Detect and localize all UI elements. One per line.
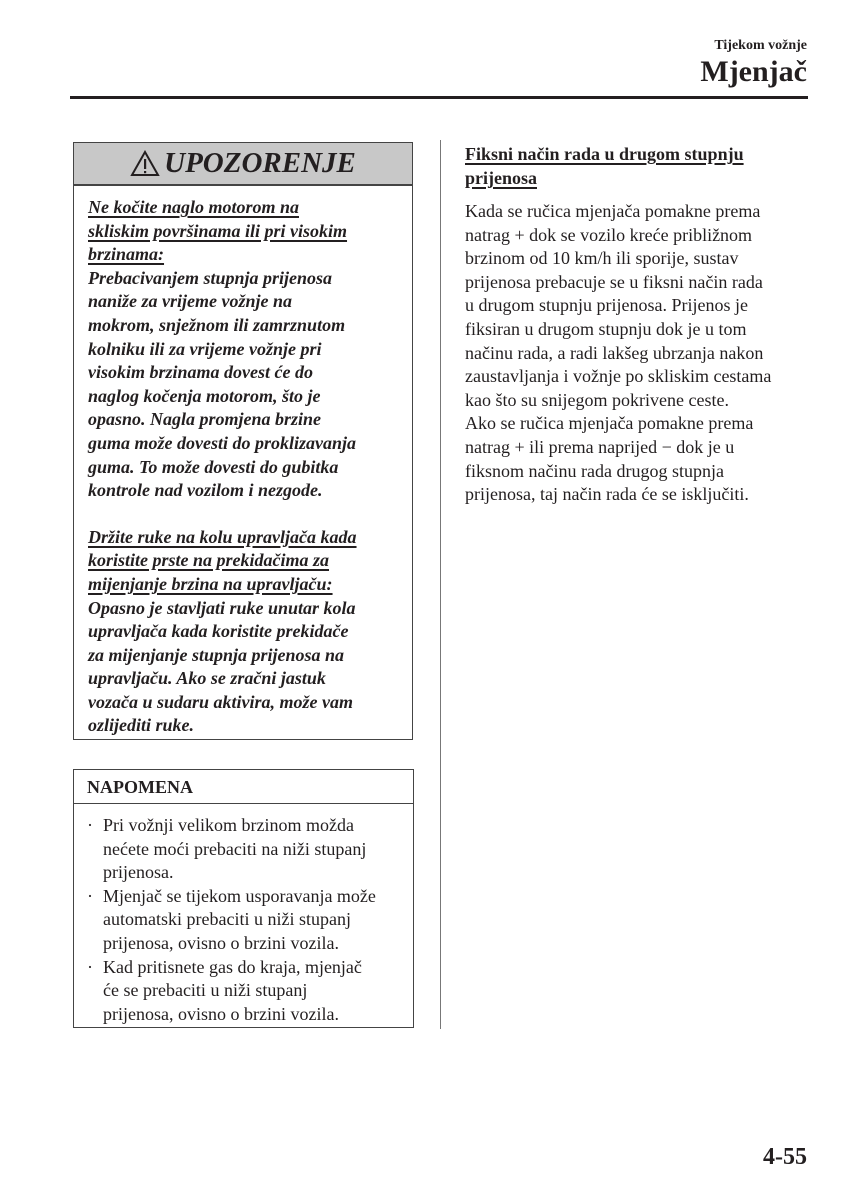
column-divider (440, 140, 441, 1029)
note-text-line: nećete moći prebaciti na niži stupanj (103, 838, 367, 859)
warning-text-line: guma može dovesti do proklizavanja (88, 432, 357, 453)
warning-triangle-icon (130, 150, 160, 177)
note-list-item (87, 956, 413, 1027)
running-header-section: Tijekom vožnje (714, 38, 807, 53)
section-text-line: natrag + ili prema naprijed − dok je u (465, 436, 735, 457)
page-title: Mjenjač (700, 55, 807, 88)
section-text-line: fiksnom načinu rada drugog stupnja (465, 460, 724, 481)
warning-heading-line: skliskim površinama ili pri visokim (88, 220, 348, 241)
section-body (465, 200, 815, 507)
section-fixed-second-gear (465, 142, 815, 507)
warning-text-line: opasno. Nagla promjena brzine (88, 409, 322, 430)
note-text-line: prijenosa, ovisno o brzini vozila. (103, 932, 339, 953)
note-title: NAPOMENA (74, 770, 413, 804)
bullet: · (87, 956, 93, 977)
note-text-line: prijenosa, ovisno o brzini vozila. (103, 1003, 339, 1024)
warning-text-line: kontrole nad vozilom i nezgode. (88, 480, 323, 501)
section-title-line: prijenosa (465, 168, 537, 188)
warning-text-line: guma. To može dovesti do gubitka (88, 456, 339, 477)
warning-text-line: vozača u sudaru aktivira, može vam (88, 691, 354, 712)
note-text-line: Mjenjač se tijekom usporavanja može (103, 885, 376, 906)
note-body (74, 804, 413, 1026)
header-rule (70, 96, 808, 99)
warning-heading-line: Ne kočite naglo motorom na (88, 197, 299, 217)
section-title (465, 142, 815, 190)
warning-text-line: kolniku ili za vrijeme vožnje pri (88, 338, 322, 359)
section-text-line: načinu rada, a radi lakšeg ubrzanja nakon (465, 342, 764, 363)
section-text-line: Kada se ručica mjenjača pomakne prema (465, 201, 761, 221)
note-text-line: Kad pritisnete gas do kraja, mjenjač (103, 956, 362, 977)
bullet: · (87, 885, 93, 906)
note-box (73, 769, 414, 1028)
warning-text-line: naglog kočenja motorom, što je (88, 385, 321, 406)
note-text-line: prijenosa. (103, 862, 174, 883)
warning-body (74, 186, 412, 738)
section-text-line: Ako se ručica mjenjača pomakne prema (465, 413, 754, 434)
warning-text-line: Prebacivanjem stupnja prijenosa (88, 267, 333, 288)
warning-text-line: Opasno je stavljati ruke unutar kola (88, 597, 356, 618)
warning-heading-line: mijenjanje brzina na upravljaču: (88, 573, 333, 594)
note-text-line: Pri vožnji velikom brzinom možda (103, 815, 354, 835)
note-text-line: automatski prebaciti u niži stupanj (103, 909, 351, 930)
warning-text-line: ozlijediti ruke. (88, 715, 195, 736)
warning-text-line: za mijenjanje stupnja prijenosa na (88, 644, 345, 665)
warning-text-line: upravljača kada koristite prekidače (88, 621, 349, 642)
section-text-line: brzinom od 10 km/h ili sporije, sustav (465, 248, 739, 269)
page-number: 4-55 (763, 1144, 807, 1170)
block-gap (88, 503, 400, 526)
section-text-line: kao što su snijegom pokrivene ceste. (465, 389, 729, 410)
note-list-item (87, 885, 413, 956)
warning-heading-line: brzinama: (88, 244, 165, 265)
warning-heading-line: Držite ruke na kolu upravljača kada (88, 526, 357, 547)
section-text-line: natrag + dok se vozilo kreće približnom (465, 224, 753, 245)
section-text-line: prijenosa, taj način rada će se isključiti. (465, 484, 749, 505)
section-text-line: u drugom stupnju prijenosa. Prijenos je (465, 295, 748, 316)
warning-box (73, 142, 413, 740)
section-text-line: zaustavljanja i vožnje po skliskim cestama (465, 366, 772, 387)
note-text-line: će se prebaciti u niži stupanj (103, 980, 308, 1001)
warning-text-line: naniže za vrijeme vožnje na (88, 291, 293, 312)
warning-heading-line: koristite prste na prekidačima za (88, 550, 330, 571)
warning-text-line: upravljaču. Ako se zračni jastuk (88, 668, 326, 689)
warning-title: UPOZORENJE (164, 147, 356, 179)
warning-text-line: visokim brzinama dovest će do (88, 362, 313, 383)
section-text-line: prijenosa prebacuje se u fiksni način rada (465, 271, 763, 292)
bullet: · (87, 815, 93, 835)
note-list-item (87, 814, 413, 885)
warning-text-line: mokrom, snježnom ili zamrznutom (88, 314, 346, 335)
section-title-line: Fiksni način rada u drugom stupnju (465, 144, 744, 164)
section-text-line: fiksiran u drugom stupnju dok je u tom (465, 318, 747, 339)
warning-header (74, 143, 412, 186)
